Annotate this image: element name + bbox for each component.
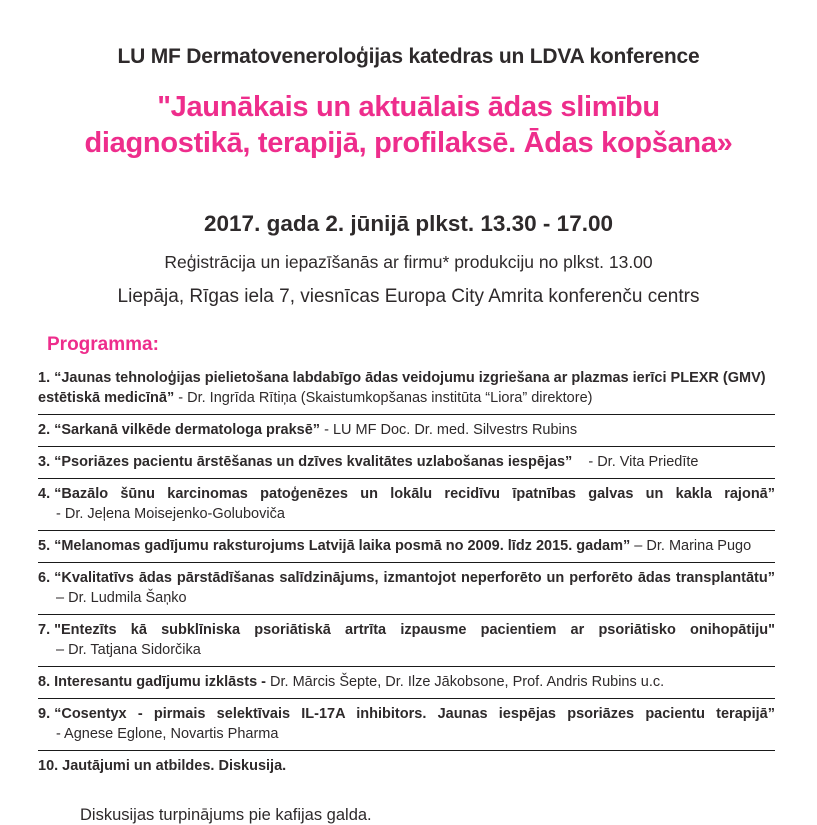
program-item-speaker: - Dr. Ingrīda Rītiņa (Skaistumkopšanas institūta “Liora” direktore) xyxy=(178,390,593,407)
program-heading: Programma: xyxy=(47,334,159,356)
main-title-line1: "Jaunākais un aktuālais ādas slimību xyxy=(157,91,660,124)
program-item-title-line xyxy=(38,704,775,724)
program-item-title: Interesantu gadījumu izklāsts - xyxy=(54,674,267,691)
program-item-title: “Sarkanā vilkēde dermatologa praksē” xyxy=(54,422,321,439)
conference-title: LU MF Dermatoveneroloģijas katedras un LDVA konference xyxy=(117,45,700,68)
program-item-speaker: - Dr. Vita Priedīte xyxy=(588,454,699,471)
program-item-9 xyxy=(38,699,775,751)
event-datetime: 2017. gada 2. jūnijā plkst. 13.30 - 17.00 xyxy=(204,211,613,237)
program-item-2 xyxy=(38,415,775,447)
closing-note: Diskusijas turpinājums pie kafijas galda. xyxy=(80,806,372,825)
program-item-number: 6. xyxy=(38,570,51,587)
program-item-speaker: Dr. Mārcis Šepte, Dr. Ilze Jākobsone, Prof. Andris Rubins u.c. xyxy=(270,674,665,691)
program-item-1 xyxy=(38,363,775,415)
program-item-6 xyxy=(38,563,775,615)
program-item-8 xyxy=(38,667,775,699)
program-item-title: “Bazālo šūnu karcinomas patoģenēzes un lokālu recidīvu īpatnības galvas un kakla rajonā” xyxy=(54,486,775,503)
program-item-title-line xyxy=(38,484,775,504)
registration-note: Reģistrācija un iepazīšanās ar firmu* produkciju no plkst. 13.00 xyxy=(164,252,653,273)
program-item-number: 3. xyxy=(38,454,51,471)
program-item-speaker: – Dr. Ludmila Šaņko xyxy=(56,590,187,607)
program-item-number: 10. xyxy=(38,758,59,775)
program-item-number: 5. xyxy=(38,538,51,555)
program-item-title: “Cosentyx - pirmais selektīvais IL-17A inhibitors. Jaunas iespējas psoriāzes pacientu terapijā” xyxy=(54,706,775,723)
program-item-number: 8. xyxy=(38,674,51,691)
main-title-line2: diagnostikā, terapijā, profilaksē. Ādas kopšana» xyxy=(84,127,733,160)
program-item-title: “Kvalitatīvs ādas pārstādīšanas salīdzinājums, izmantojot neperforēto un perforēto ādas transplantātu” xyxy=(54,570,775,587)
program-item-title: “Psoriāzes pacientu ārstēšanas un dzīves kvalitātes uzlabošanas iespējas” xyxy=(54,454,573,471)
program-item-title-line xyxy=(38,620,775,640)
program-item-speaker: - LU MF Doc. Dr. med. Silvestrs Rubins xyxy=(324,422,578,439)
program-item-title: "Entezīts kā subklīniska psoriātiskā artrīta izpausme pacientiem ar psoriātisko onihopātiju" xyxy=(54,622,775,639)
program-item-7 xyxy=(38,615,775,667)
program-item-title: “Melanomas gadījumu raksturojums Latvijā laika posmā no 2009. līdz 2015. gadam” xyxy=(54,538,631,555)
program-item-3 xyxy=(38,447,775,479)
program-item-speaker: – Dr. Marina Pugo xyxy=(634,538,752,555)
program-item-speaker: - Agnese Eglone, Novartis Pharma xyxy=(56,726,279,743)
program-list xyxy=(38,363,775,782)
program-item-number: 7. xyxy=(38,622,51,639)
program-item-title: “Jaunas tehnoloģijas pielietošana labdabīgo ādas veidojumu izgriešana ar plazmas ierīci PLEXR (GMV) estētiskā medicīnā” xyxy=(38,370,766,407)
event-venue: Liepāja, Rīgas iela 7, viesnīcas Europa City Amrita konferenču centrs xyxy=(117,286,700,308)
program-item-number: 1. xyxy=(38,370,51,387)
program-item-speaker: – Dr. Tatjana Sidorčika xyxy=(56,642,201,659)
program-item-5 xyxy=(38,531,775,563)
program-item-number: 9. xyxy=(38,706,51,723)
program-item-speaker: - Dr. Jeļena Moisejenko-Goluboviča xyxy=(56,506,285,523)
main-title xyxy=(0,89,817,161)
program-item-4 xyxy=(38,479,775,531)
program-item-title: Jautājumi un atbildes. Diskusija. xyxy=(62,758,287,775)
program-item-number: 2. xyxy=(38,422,51,439)
program-item-10 xyxy=(38,751,775,782)
program-item-number: 4. xyxy=(38,486,51,503)
